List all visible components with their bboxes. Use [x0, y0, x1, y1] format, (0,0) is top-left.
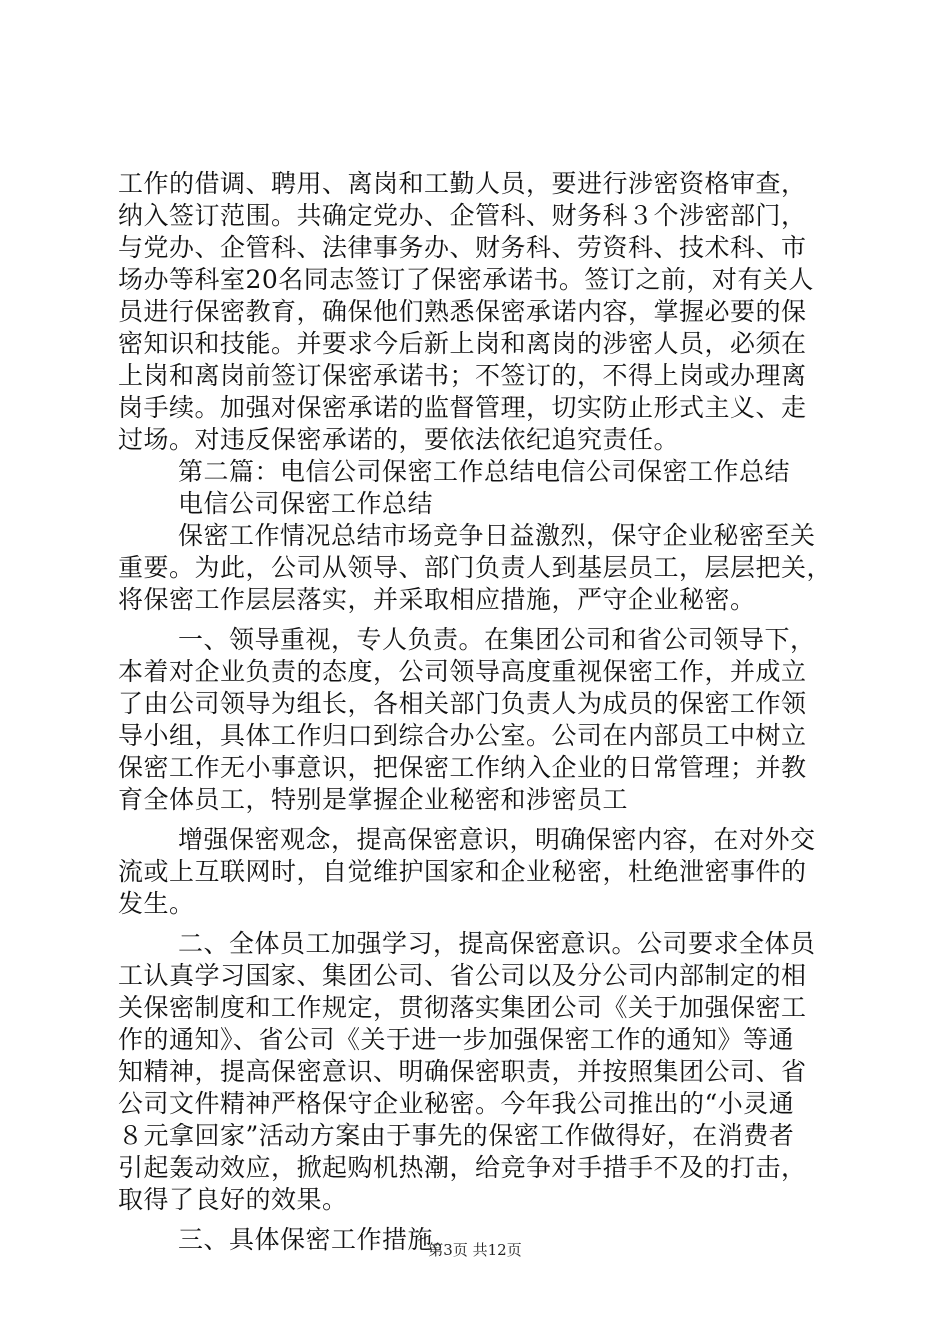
text-line: 纳入签订范围。共确定党办、企管科、财务科３个涉密部门，: [118, 201, 807, 230]
text-line: 员进行保密教育，确保他们熟悉保密承诺内容，掌握必要的保: [118, 297, 807, 326]
document-body: [118, 168, 858, 1256]
text-line: 与党办、企管科、法律事务办、财务科、劳资科、技术科、市: [118, 233, 807, 262]
text-line: 二、全体员工加强学习，提高保密意识。公司要求全体员: [178, 929, 816, 958]
text-line: 岗手续。加强对保密承诺的监督管理，切实防止形式主义、走: [118, 393, 807, 422]
text-line: 育全体员工，特别是掌握企业秘密和涉密员工: [118, 785, 629, 814]
section-heading: 第二篇：电信公司保密工作总结电信公司保密工作总结: [178, 457, 791, 486]
text-line: 作的通知》、省公司《关于进一步加强保密工作的通知》等通: [118, 1025, 795, 1054]
text-line: 发生。: [118, 889, 195, 918]
text-line: 流或上互联网时，自觉维护国家和企业秘密，杜绝泄密事件的: [118, 857, 807, 886]
text-line: 保密工作无小事意识，把保密工作纳入企业的日常管理；并教: [118, 753, 807, 782]
text-line: 密知识和技能。并要求今后新上岗和离岗的涉密人员，必须在: [118, 329, 807, 358]
document-title: 电信公司保密工作总结: [178, 489, 434, 518]
text-line: 本着对企业负责的态度，公司领导高度重视保密工作，并成立: [118, 657, 807, 686]
page-number-footer: 第3页 共12页: [428, 1241, 522, 1259]
text-line: 工作的借调、聘用、离岗和工勤人员，要进行涉密资格审查，: [118, 169, 807, 198]
text-line: 将保密工作层层落实，并采取相应措施，严守企业秘密。: [118, 585, 756, 614]
text-line: 关保密制度和工作规定，贯彻落实集团公司《关于加强保密工: [118, 993, 807, 1022]
text-line: 上岗和离岗前签订保密承诺书；不签订的，不得上岗或办理离: [118, 361, 807, 390]
text-line: 导小组，具体工作归口到综合办公室。公司在内部员工中树立: [118, 721, 807, 750]
text-line: 了由公司领导为组长，各相关部门负责人为成员的保密工作领: [118, 689, 807, 718]
text-line: 重要。为此，公司从领导、部门负责人到基层员工，层层把关，: [118, 553, 833, 582]
text-line: 工认真学习国家、集团公司、省公司以及分公司内部制定的相: [118, 961, 807, 990]
text-line: 场办等科室20名同志签订了保密承诺书。签订之前，对有关人: [118, 265, 814, 294]
text-line: ８元拿回家”活动方案由于事先的保密工作做得好，在消费者: [118, 1121, 795, 1150]
text-line: 三、具体保密工作措施。: [178, 1225, 459, 1254]
text-line: 增强保密观念，提高保密意识，明确保密内容，在对外交: [178, 825, 816, 854]
text-line: 知精神，提高保密意识、明确保密职责，并按照集团公司、省: [118, 1057, 807, 1086]
text-line: 取得了良好的效果。: [118, 1185, 348, 1214]
text-line: 过场。对违反保密承诺的，要依法依纪追究责任。: [118, 425, 680, 454]
text-line: 公司文件精神严格保守企业秘密。今年我公司推出的“小灵通: [118, 1089, 795, 1118]
text-line: 一、领导重视，专人负责。在集团公司和省公司领导下，: [178, 625, 816, 654]
text-line: 引起轰动效应，掀起购机热潮，给竞争对手措手不及的打击，: [118, 1153, 807, 1182]
text-line: 保密工作情况总结市场竞争日益激烈，保守企业秘密至关: [178, 521, 816, 550]
